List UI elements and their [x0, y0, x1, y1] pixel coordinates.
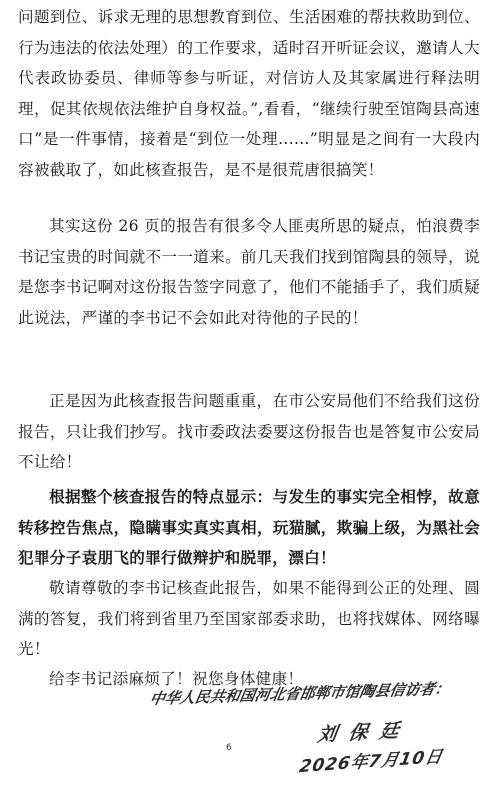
signature-name: 刘保廷: [316, 719, 413, 747]
paragraph-report-access: 正是因为此核查报告问题重重，在市公安局他们不给我们这份报告，只让我们抄写。找市委政法委要这份报告也是答复市公安局不让给！: [18, 392, 480, 471]
signature-date: 2026年7月10日: [297, 746, 445, 778]
paragraph-closing: 给李书记添麻烦了！祝您身体健康！: [49, 670, 304, 688]
paragraph-report-doubts: 其实这份 26 页的报告有很多令人匪夷所思的疑点，怕浪费李书记宝贵的时间就不一一道来。前几天我们找到馆陶县的领导，说是您李书记啊对这份报告签字同意了，他们不能插手了，我们质疑此说法，严谨的李书记不会如此对待他的子民的！: [18, 217, 480, 327]
paragraph-hearing-requirements: 问题到位、诉求无理的思想教育到位、生活困难的帮扶救助到位、行为违法的依法处理）的工作要求，适时召开听证会议，邀请人大代表政协委员、律师等参与听证，对信访人及其家属进行释法明理，促其依规依法维护自身权益。”,看看，“继续行驶至馆陶县高速口”是一件事情，接着是“到位一处理......”明显是之间有一大段内容被截取了，如此核查报告，是不是很荒唐很搞笑！: [18, 8, 480, 179]
signature-sender: 中华人民共和国河北省邯郸市馆陶县信访者：: [148, 679, 452, 709]
paragraph-request: 敬请尊敬的李书记核查此报告，如果不能得到公正的处理、圆满的答复，我们将到省里乃至国家部委求助，也将找媒体、网络曝光！: [18, 579, 480, 658]
page-number: 6: [226, 743, 232, 753]
paragraph-report-summary: 根据整个核查报告的特点显示：与发生的事实完全相悖，故意转移控告焦点，隐瞒事实真实真相，玩猫腻，欺骗上级，为黑社会犯罪分子袁朋飞的罪行做辩护和脱罪，漂白！: [18, 487, 480, 567]
